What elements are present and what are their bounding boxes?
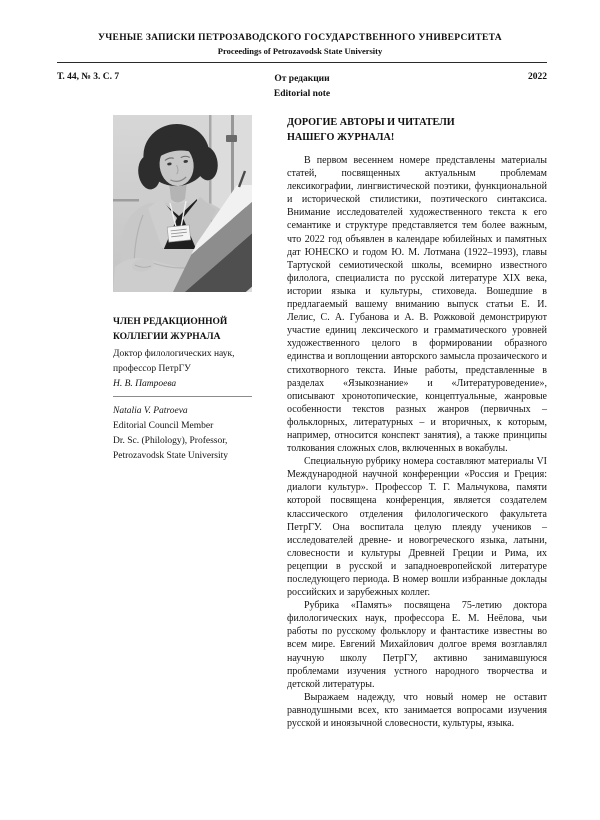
member-affiliation-en: Petrozavodsk State University bbox=[113, 451, 229, 461]
member-title-ru: ЧЛЕН РЕДАКЦИОННОЙ КОЛЛЕГИИ ЖУРНАЛА bbox=[113, 317, 228, 342]
article-heading bbox=[287, 115, 547, 145]
member-name-ru: Н. В. Патроева bbox=[113, 379, 177, 389]
article-paragraph: Выражаем надежду, что новый номер не оставит равнодушными всех, кто занимается вопросами изучения русской и иноязычной словесности, культуры, языка. bbox=[287, 691, 547, 730]
member-degree-en: Dr. Sc. (Philology), Professor, bbox=[113, 436, 228, 446]
journal-title-en: Proceedings of Petrozavodsk State University bbox=[217, 46, 383, 56]
article-heading-line1: ДОРОГИЕ АВТОРЫ И ЧИТАТЕЛИ bbox=[287, 117, 455, 128]
section-label bbox=[274, 72, 330, 102]
member-credentials-en bbox=[113, 404, 252, 464]
caption-divider bbox=[113, 396, 252, 397]
portrait-photo bbox=[113, 115, 252, 292]
member-degree-ru: Доктор филологических наук, bbox=[113, 349, 235, 359]
issue-year: 2022 bbox=[528, 72, 547, 82]
editorial-article bbox=[287, 115, 547, 730]
member-position-ru: профессор ПетрГУ bbox=[113, 364, 191, 374]
article-paragraph: Специальную рубрику номера составляют материалы VI Международной научной конференции «Россия и Греция: диалоги культур». Профессор Т. Г. Мальчукова, памяти которой посвящена конференция, является создателем классического отделения филологического факультета ПетрГУ. Она воспитала целую плеяду учеников – исследователей древне- и новогреческого языка, латыни, словесности и культуры Древней Греции и Рима, их рецепции в русской и западноевропейской литературе последующего периода. В номер вошли избранные доклады российских и зарубежных коллег. bbox=[287, 456, 547, 599]
journal-title-ru: УЧЕНЫЕ ЗАПИСКИ ПЕТРОЗАВОДСКОГО ГОСУДАРСТВЕННОГО УНИВЕРСИТЕТА bbox=[98, 33, 502, 43]
issue-volume-pages: Т. 44, № 3. С. 7 bbox=[57, 72, 120, 82]
name-badge bbox=[167, 225, 190, 242]
member-name-en: Natalia V. Patroeva bbox=[113, 406, 188, 416]
issue-meta-row bbox=[57, 70, 547, 104]
article-body bbox=[287, 154, 547, 730]
member-credentials-ru bbox=[113, 347, 252, 392]
journal-masthead bbox=[0, 33, 600, 56]
section-label-en: Editorial note bbox=[273, 89, 331, 99]
member-role-en: Editorial Council Member bbox=[113, 421, 214, 431]
section-label-ru: От редакции bbox=[274, 74, 330, 84]
article-paragraph: Рубрика «Память» посвящена 75-летию доктора филологических наук, профессора Е. М. Неёлова, чьи работы по русскому фольклору и фантастике известны во всем мире. Евгений Михайлович долгое время возглавлял научную школу ПетрГУ, активно занимавшуюся проблемами изучения устного народного творчества и детской литературы. bbox=[287, 600, 547, 690]
member-sidebar bbox=[113, 115, 252, 464]
article-paragraph: В первом весеннем номере представлены материалы статей, посвященных актуальным проблемам лексикографии, лингвистической поэтики, функциональной и исторической стилистики, поэтического синтаксиса. Внимание исследователей художественного текста к его семантике и структуре представляется тем более важным, что 2022 год объявлен в календаре юбилейных и памятных дат ЮНЕСКО и годом Ю. М. Лотмана (1922–1993), главы Тартуской семиотической школы, всемирно известного филолога, специалиста по русской литературе XIX века, истории языка и культуры, стиховеда. Вошедшие в предлагаемый вашему вниманию выпуск статьи Е. И. Лелис, С. А. Губанова и А. В. Рожковой демонстрируют участие единиц лексического и грамматического уровней художественного целого в формировании образного единства и воплощении авторского замысла прозаического и стихотворного текста. Иные работы, представленные в разделах «Языкознание» и «Литературоведение», описывают хронотопические, концептуальные, жанровые особенности текстов разных жанров (первичных – фольклорных, литературных – и вторичных, к которым, например, относится конспект занятия), а также принципы толкования сложных слов, включенных в вокабулы. bbox=[287, 155, 547, 455]
article-heading-line2: НАШЕГО ЖУРНАЛА! bbox=[287, 132, 395, 143]
door-hinge bbox=[226, 135, 237, 142]
masthead-divider bbox=[57, 62, 547, 63]
